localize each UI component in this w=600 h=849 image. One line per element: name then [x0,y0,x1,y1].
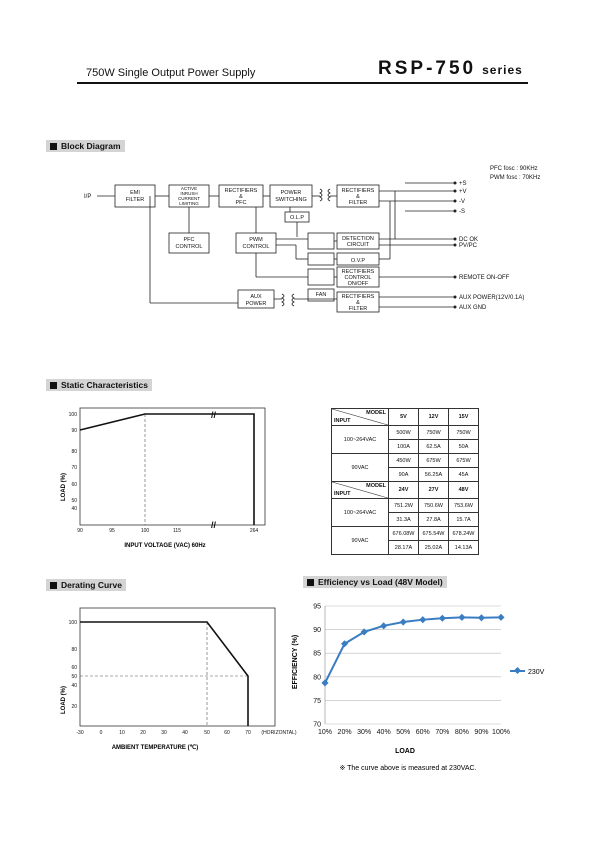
efficiency-ytick: 80 [313,674,321,682]
input-cell: 100~264VAC [332,499,389,527]
rectifier-label-3: PFC [235,200,247,206]
derating-ytick: 40 [71,683,77,689]
pfc-control-label-2: CONTROL [175,244,203,250]
output-remote: REMOTE ON-OFF [459,275,510,281]
efficiency-point [439,615,446,622]
inrush-label-2: INRUSH [180,191,198,196]
static-xtick: 100 [140,528,150,534]
efficiency-point [380,622,387,629]
ip-label: I/P [84,194,92,200]
aux-rect-label-3: FILTER [348,306,368,312]
model-header: 15V [449,409,479,426]
derating-chart [55,605,305,755]
output-minus-v: -V [459,199,465,205]
break-mark-bottom: // [211,520,217,530]
rectifier-filter-label-3: FILTER [348,200,368,206]
efficiency-ytick: 95 [313,603,321,611]
product-subtitle: 750W Single Output Power Supply [86,67,256,79]
photocoupler-2 [308,253,334,265]
derating-xtick: 0 [99,730,103,736]
photocoupler-3 [308,269,334,285]
inrush-label-4: LIMITING [179,201,199,206]
emi-label: EMI [130,190,140,196]
static-ytick: 60 [71,482,77,488]
pfc-fosc-label: PFC fosc : 90KHz [490,166,538,172]
output-plus-v: +V [459,189,467,195]
table-cell: 27.8A [419,513,449,527]
model-header: 12V [419,409,449,426]
fan-label: FAN [315,292,327,298]
efficiency-chart [285,598,555,778]
inrush-label-3: CURRENT [178,196,200,201]
static-xlabel: INPUT VOLTAGE (VAC) 60Hz [124,543,206,549]
derating-ytick: 60 [71,665,77,671]
static-heading [46,379,152,391]
table-cell: 28.17A [389,541,419,555]
legend-label: 230V [528,669,545,676]
efficiency-point [419,616,426,623]
power-switch-label-1: POWER [280,190,302,196]
corner-model: MODEL [366,410,386,416]
table-cell: 56.25A [419,468,449,482]
efficiency-xtick: 100% [492,729,510,736]
pwm-control-label-2: CONTROL [242,244,270,250]
table-cell: 25.02A [419,541,449,555]
model-header: 27V [419,482,449,499]
efficiency-xtick: 70% [435,729,450,736]
table-cell: 45A [449,468,479,482]
derating-ytick: 80 [71,647,77,653]
static-ytick: 50 [71,498,77,504]
table-cell: 675W [449,454,479,468]
table-cell: 675W [419,454,449,468]
static-xtick: 90 [77,528,83,534]
bullet-square-icon [307,579,314,586]
efficiency-point [478,614,485,621]
efficiency-heading [303,576,447,588]
efficiency-ylabel: EFFICIENCY (%) [292,634,299,690]
efficiency-note: ※ The curve above is measured at 230VAC. [339,765,477,772]
output-dcok: DC OK [459,237,479,243]
corner-cell [332,409,389,426]
output-plus-s: +S [459,181,467,187]
efficiency-xtick: 50% [396,729,411,736]
table-cell: 90A [389,468,419,482]
table-row [332,454,479,468]
photocoupler-1 [308,233,334,249]
corner-input: INPUT [334,491,351,497]
table-cell: 450W [389,454,419,468]
detection-label-1: DETECTION [342,236,374,242]
derating-ytick: 50 [71,674,77,680]
derating-xtick: 30 [161,730,167,736]
inrush-label-1: ACTIVE [180,186,198,191]
derating-xtick: 10 [119,730,125,736]
table-cell: 678.24W [449,527,479,541]
static-ytick: 80 [71,449,77,455]
static-curve [80,414,254,525]
efficiency-xtick: 60% [415,729,430,736]
output-auxpower: AUX POWER(12V/0.1A) [459,295,525,301]
rect-control-label-2: CONTROL [344,275,372,281]
aux-label-1: AUX [250,294,262,300]
olp-label: O.L.P [289,215,305,221]
static-ytick: 90 [71,428,77,434]
model-header: 24V [389,482,419,499]
legend-marker [514,667,521,674]
derating-horizontal: (HORIZONTAL) [261,730,297,736]
pwm-fosc-label: PWM fosc : 70KHz [490,175,541,181]
input-cell: 100~264VAC [332,426,389,454]
table-row [332,426,479,440]
static-chart [55,405,285,555]
table-row [332,409,479,426]
rect-control-label-1: RECTIFIERS [341,269,375,275]
efficiency-xtick: 80% [454,729,469,736]
derating-xtick: 60 [224,730,230,736]
power-switch-label-2: SWITCHING [275,197,307,203]
efficiency-xtick: 30% [357,729,372,736]
spec-table [331,408,479,555]
efficiency-point [400,619,407,626]
block-diagram-title: Block Diagram [61,141,121,151]
efficiency-series-line [325,617,501,683]
corner-model: MODEL [366,483,386,489]
pfc-control-label-1: PFC [183,237,195,243]
pwm-control-label-1: PWM [249,237,263,243]
table-cell: 675.54W [419,527,449,541]
table-cell: 753.6W [449,499,479,513]
break-mark-top: // [211,410,217,420]
efficiency-xtick: 40% [376,729,391,736]
model-name: RSP-750 [378,58,477,79]
table-cell: 750W [449,426,479,440]
output-minus-s: -S [459,209,465,215]
emi-filter-box [115,185,155,207]
efficiency-xtick: 90% [474,729,489,736]
efficiency-ytick: 75 [313,697,321,705]
derating-xtick: 50 [204,730,210,736]
power-switching-box [270,185,312,207]
derating-xtick: 70 [245,730,251,736]
model-header: 5V [389,409,419,426]
efficiency-point [321,679,328,686]
efficiency-title: Efficiency vs Load (48V Model) [318,577,443,587]
static-ylabel: LOAD (%) [61,473,67,501]
series-label: series [482,63,523,77]
table-cell: 62.5A [419,440,449,454]
table-cell: 500W [389,426,419,440]
model-header: 48V [449,482,479,499]
static-xtick: 264 [249,528,259,534]
block-diagram-heading [46,140,125,152]
aux-rect-label-2: & [356,300,360,306]
table-row [332,499,479,513]
rectifier-label-2: & [239,194,243,200]
pfc-control-box [169,233,209,253]
input-cell: 90VAC [332,527,389,555]
efficiency-point [497,614,504,621]
rectifier-label-1: RECTIFIERS [224,188,258,194]
emi-label-2: FILTER [125,197,145,203]
efficiency-xtick: 20% [337,729,352,736]
table-cell: 676.08W [389,527,419,541]
ovp-label: O.V.P [350,258,366,264]
table-cell: 14.13A [449,541,479,555]
derating-xtick: 40 [182,730,188,736]
header-rule [77,82,528,84]
aux-label-2: POWER [245,301,267,307]
table-cell: 15.7A [449,513,479,527]
derating-curve [80,622,248,726]
block-diagram [0,155,600,325]
corner-input: INPUT [334,418,351,424]
aux-rect-label-1: RECTIFIERS [341,294,375,300]
efficiency-point [458,614,465,621]
derating-ytick: 100 [68,620,77,626]
detection-label-2: CIRCUIT [346,242,370,248]
static-ytick: 100 [68,412,77,418]
bullet-square-icon [50,143,57,150]
table-cell: 751.2W [389,499,419,513]
derating-ylabel: LOAD (%) [61,686,67,714]
static-title: Static Characteristics [61,380,148,390]
efficiency-ytick: 85 [313,650,321,658]
table-row [332,527,479,541]
efficiency-xtick: 10% [317,729,333,736]
rect-control-label-3: ON/OFF [347,281,369,287]
derating-xlabel: AMBIENT TEMPERATURE (℃) [111,745,199,751]
derating-title: Derating Curve [61,580,122,590]
static-ytick: 70 [71,465,77,471]
pwm-control-box [236,233,276,253]
efficiency-ytick: 70 [313,721,321,729]
table-cell: 100A [389,440,419,454]
static-ytick: 40 [71,506,77,512]
table-cell: 750W [419,426,449,440]
efficiency-xlabel: LOAD [395,748,415,755]
bullet-square-icon [50,382,57,389]
rectifier-filter-label-2: & [356,194,360,200]
output-auxgnd: AUX GND [459,305,487,311]
table-cell: 750.6W [419,499,449,513]
table-row [332,482,479,499]
input-cell: 90VAC [332,454,389,482]
rectifier-filter-label-1: RECTIFIERS [341,188,375,194]
output-pvpc: PV/PC [459,243,478,249]
corner-cell [332,482,389,499]
derating-heading [46,579,126,591]
table-cell: 50A [449,440,479,454]
derating-xtick: -30 [76,730,84,736]
derating-ytick: 20 [71,704,77,710]
bullet-square-icon [50,582,57,589]
table-cell: 31.3A [389,513,419,527]
model-title [378,58,523,80]
static-xtick: 95 [109,528,115,534]
static-xtick: 115 [173,528,181,534]
efficiency-ytick: 90 [313,627,321,635]
derating-xtick: 20 [140,730,146,736]
